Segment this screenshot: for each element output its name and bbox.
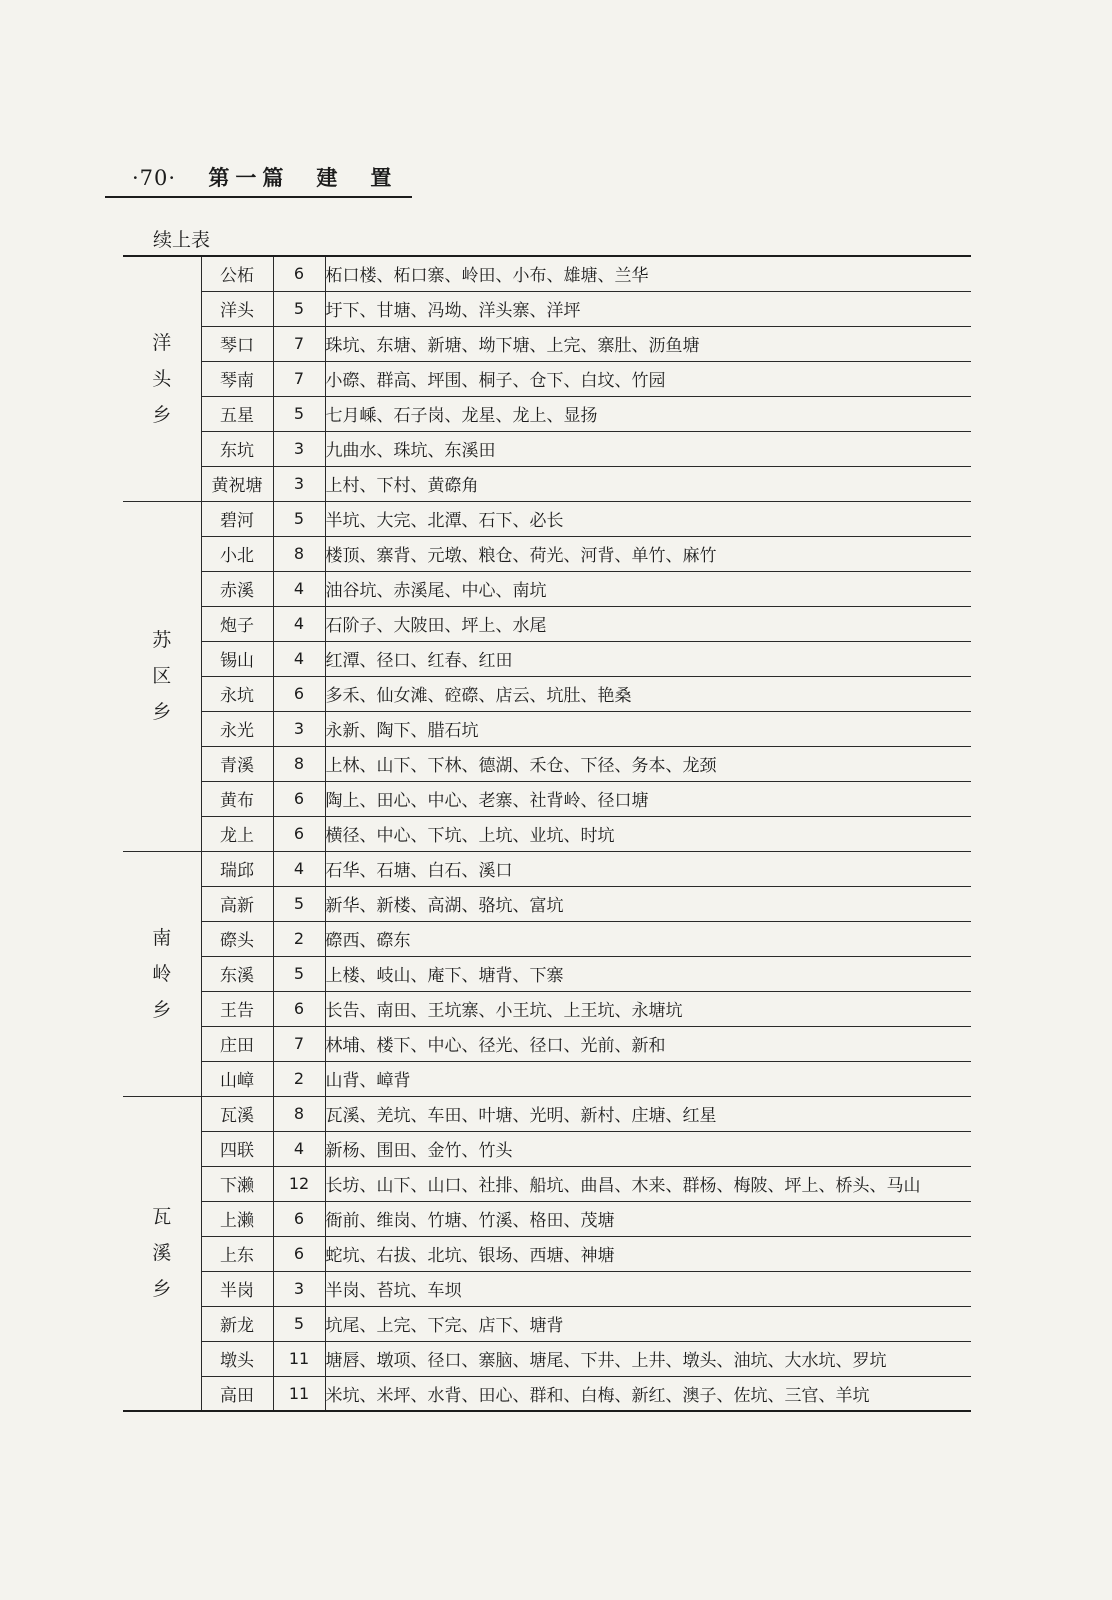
- table-row: [123, 1026, 971, 1061]
- town-name-char: 乡: [152, 701, 172, 723]
- village-name-cell: 高新: [201, 886, 273, 921]
- natural-village-list-cell: 石阶子、大陂田、坪上、水尾: [325, 606, 971, 641]
- header-rule: [105, 196, 412, 198]
- natural-village-list-cell: 上楼、岐山、庵下、塘背、下寨: [325, 956, 971, 991]
- village-count-cell: 2: [273, 1061, 325, 1096]
- natural-village-list-cell: 楼顶、寨背、元墩、粮仓、荷光、河背、单竹、麻竹: [325, 536, 971, 571]
- village-count-cell: 3: [273, 466, 325, 501]
- village-name-cell: 公柘: [201, 256, 273, 291]
- natural-village-list-cell: 坑尾、上完、下完、店下、塘背: [325, 1306, 971, 1341]
- table-row: [123, 991, 971, 1026]
- natural-village-list-cell: 磜西、磜东: [325, 921, 971, 956]
- natural-village-list-cell: 横径、中心、下坑、上坑、业坑、时坑: [325, 816, 971, 851]
- natural-village-list-cell: 半坑、大完、北潭、石下、必长: [325, 501, 971, 536]
- town-name-char: 区: [152, 665, 172, 687]
- table-row: [123, 1236, 971, 1271]
- village-count-cell: 7: [273, 1026, 325, 1061]
- natural-village-list-cell: 上林、山下、下林、德湖、禾仓、下径、务本、龙颈: [325, 746, 971, 781]
- village-count-cell: 5: [273, 291, 325, 326]
- table-row: [123, 1201, 971, 1236]
- natural-village-list-cell: 长坊、山下、山口、社排、船坑、曲昌、木来、群杨、梅陂、坪上、桥头、马山: [325, 1166, 971, 1201]
- natural-village-list-cell: 塘唇、墩项、径口、寨脑、塘尾、下井、上井、墩头、油坑、大水坑、罗坑: [325, 1341, 971, 1376]
- table-row: [123, 851, 971, 886]
- village-name-cell: 半岗: [201, 1271, 273, 1306]
- natural-village-list-cell: 多禾、仙女滩、硿磜、店云、坑肚、艳桑: [325, 676, 971, 711]
- village-count-cell: 6: [273, 1236, 325, 1271]
- town-name-char: 乡: [152, 403, 172, 426]
- natural-village-list-cell: 林埔、楼下、中心、径光、径口、光前、新和: [325, 1026, 971, 1061]
- village-count-cell: 6: [273, 1201, 325, 1236]
- table-row: [123, 361, 971, 396]
- village-table: [123, 255, 971, 1412]
- village-name-cell: 山嶂: [201, 1061, 273, 1096]
- natural-village-list-cell: 山背、嶂背: [325, 1061, 971, 1096]
- village-name-cell: 上濑: [201, 1201, 273, 1236]
- village-count-cell: 8: [273, 536, 325, 571]
- village-count-cell: 4: [273, 571, 325, 606]
- village-count-cell: 4: [273, 606, 325, 641]
- table-row: [123, 291, 971, 326]
- village-count-cell: 6: [273, 676, 325, 711]
- village-name-cell: 永坑: [201, 676, 273, 711]
- table-row: [123, 1306, 971, 1341]
- table-caption: 续上表: [153, 229, 211, 251]
- village-count-cell: 5: [273, 396, 325, 431]
- village-count-cell: 6: [273, 256, 325, 291]
- town-name-char: 乡: [152, 998, 172, 1021]
- table-row: [123, 781, 971, 816]
- natural-village-list-cell: 红潭、径口、红春、红田: [325, 641, 971, 676]
- village-count-cell: 4: [273, 641, 325, 676]
- table-row: [123, 1166, 971, 1201]
- village-count-cell: 4: [273, 851, 325, 886]
- table-row: [123, 816, 971, 851]
- village-name-cell: 东坑: [201, 431, 273, 466]
- natural-village-list-cell: 新华、新楼、高湖、骆坑、富坑: [325, 886, 971, 921]
- town-name-char: 瓦: [152, 1206, 172, 1229]
- chapter-title: 第一篇 建 置: [208, 165, 398, 190]
- natural-village-list-cell: 永新、陶下、腊石坑: [325, 711, 971, 746]
- village-name-cell: 上东: [201, 1236, 273, 1271]
- village-name-cell: 洋头: [201, 291, 273, 326]
- village-name-cell: 黄祝塘: [201, 466, 273, 501]
- natural-village-list-cell: 新杨、围田、金竹、竹头: [325, 1131, 971, 1166]
- village-count-cell: 7: [273, 361, 325, 396]
- village-name-cell: 琴口: [201, 326, 273, 361]
- village-count-cell: 2: [273, 921, 325, 956]
- village-count-cell: 6: [273, 991, 325, 1026]
- table-row: [123, 396, 971, 431]
- village-count-cell: 8: [273, 746, 325, 781]
- village-name-cell: 高田: [201, 1376, 273, 1411]
- table-row: [123, 466, 971, 501]
- natural-village-list-cell: 珠坑、东塘、新塘、坳下塘、上完、寨肚、沥鱼塘: [325, 326, 971, 361]
- natural-village-list-cell: 柘口楼、柘口寨、岭田、小布、雄塘、兰华: [325, 256, 971, 291]
- table-row: [123, 676, 971, 711]
- village-name-cell: 永光: [201, 711, 273, 746]
- table-row: [123, 536, 971, 571]
- natural-village-list-cell: 上村、下村、黄磜角: [325, 466, 971, 501]
- table-row: [123, 921, 971, 956]
- village-name-cell: 四联: [201, 1131, 273, 1166]
- town-name-char: 苏: [152, 629, 172, 651]
- village-count-cell: 4: [273, 1131, 325, 1166]
- table-row: [123, 1341, 971, 1376]
- table-row: [123, 746, 971, 781]
- town-name-char: 溪: [152, 1242, 172, 1265]
- town-name-cell: [123, 256, 201, 501]
- table-row: [123, 711, 971, 746]
- natural-village-list-cell: 油谷坑、赤溪尾、中心、南坑: [325, 571, 971, 606]
- village-name-cell: 磜头: [201, 921, 273, 956]
- town-name-char: 乡: [152, 1278, 172, 1301]
- village-count-cell: 5: [273, 501, 325, 536]
- village-count-cell: 5: [273, 1306, 325, 1341]
- village-count-cell: 8: [273, 1096, 325, 1131]
- town-name-cell: [123, 501, 201, 851]
- village-name-cell: 墩头: [201, 1341, 273, 1376]
- village-count-cell: 7: [273, 326, 325, 361]
- village-count-cell: 11: [273, 1376, 325, 1411]
- village-name-cell: 赤溪: [201, 571, 273, 606]
- table-row: [123, 1096, 971, 1131]
- table-row: [123, 326, 971, 361]
- table-row: [123, 1271, 971, 1306]
- natural-village-list-cell: 九曲水、珠坑、东溪田: [325, 431, 971, 466]
- village-count-cell: 11: [273, 1341, 325, 1376]
- natural-village-list-cell: 小磜、群高、坪围、桐子、仓下、白坟、竹园: [325, 361, 971, 396]
- village-name-cell: 碧河: [201, 501, 273, 536]
- village-name-cell: 瑞邱: [201, 851, 273, 886]
- natural-village-list-cell: 衙前、维岗、竹塘、竹溪、格田、茂塘: [325, 1201, 971, 1236]
- village-name-cell: 锡山: [201, 641, 273, 676]
- village-name-cell: 庄田: [201, 1026, 273, 1061]
- village-count-cell: 5: [273, 956, 325, 991]
- table-row: [123, 571, 971, 606]
- table-row: [123, 641, 971, 676]
- town-name-char: 南: [152, 926, 172, 949]
- page-header: [132, 162, 397, 192]
- village-name-cell: 黄布: [201, 781, 273, 816]
- natural-village-list-cell: 半岗、苔坑、车坝: [325, 1271, 971, 1306]
- village-count-cell: 5: [273, 886, 325, 921]
- table-row: [123, 1376, 971, 1411]
- village-name-cell: 龙上: [201, 816, 273, 851]
- village-name-cell: 青溪: [201, 746, 273, 781]
- table-row: [123, 256, 971, 291]
- village-count-cell: 3: [273, 1271, 325, 1306]
- village-name-cell: 东溪: [201, 956, 273, 991]
- natural-village-list-cell: 瓦溪、羌坑、车田、叶塘、光明、新村、庄塘、红星: [325, 1096, 971, 1131]
- town-name-cell: [123, 1096, 201, 1411]
- table-row: [123, 1061, 971, 1096]
- village-name-cell: 瓦溪: [201, 1096, 273, 1131]
- village-name-cell: 王告: [201, 991, 273, 1026]
- natural-village-list-cell: 长告、南田、王坑寨、小王坑、上王坑、永塘坑: [325, 991, 971, 1026]
- village-name-cell: 琴南: [201, 361, 273, 396]
- town-name-char: 岭: [152, 962, 172, 985]
- table-row: [123, 431, 971, 466]
- town-name-char: 洋: [152, 331, 172, 354]
- village-count-cell: 3: [273, 711, 325, 746]
- village-count-cell: 6: [273, 781, 325, 816]
- village-name-cell: 炮子: [201, 606, 273, 641]
- natural-village-list-cell: 石华、石塘、白石、溪口: [325, 851, 971, 886]
- natural-village-list-cell: 蛇坑、右拔、北坑、银场、西塘、神塘: [325, 1236, 971, 1271]
- table-row: [123, 886, 971, 921]
- town-name-char: 头: [152, 367, 172, 390]
- village-name-cell: 新龙: [201, 1306, 273, 1341]
- table-row: [123, 956, 971, 991]
- table-row: [123, 501, 971, 536]
- village-count-cell: 6: [273, 816, 325, 851]
- table-row: [123, 606, 971, 641]
- natural-village-list-cell: 圩下、甘塘、冯坳、洋头寨、洋坪: [325, 291, 971, 326]
- village-count-cell: 12: [273, 1166, 325, 1201]
- village-count-cell: 3: [273, 431, 325, 466]
- village-name-cell: 五星: [201, 396, 273, 431]
- table-body: [123, 256, 971, 1411]
- page-number: ·70·: [132, 166, 177, 190]
- village-name-cell: 下濑: [201, 1166, 273, 1201]
- natural-village-list-cell: 七月嵊、石子岗、龙星、龙上、显扬: [325, 396, 971, 431]
- table-row: [123, 1131, 971, 1166]
- natural-village-list-cell: 陶上、田心、中心、老寨、社背岭、径口塘: [325, 781, 971, 816]
- village-name-cell: 小北: [201, 536, 273, 571]
- town-name-cell: [123, 851, 201, 1096]
- natural-village-list-cell: 米坑、米坪、水背、田心、群和、白梅、新红、澳子、佐坑、三官、羊坑: [325, 1376, 971, 1411]
